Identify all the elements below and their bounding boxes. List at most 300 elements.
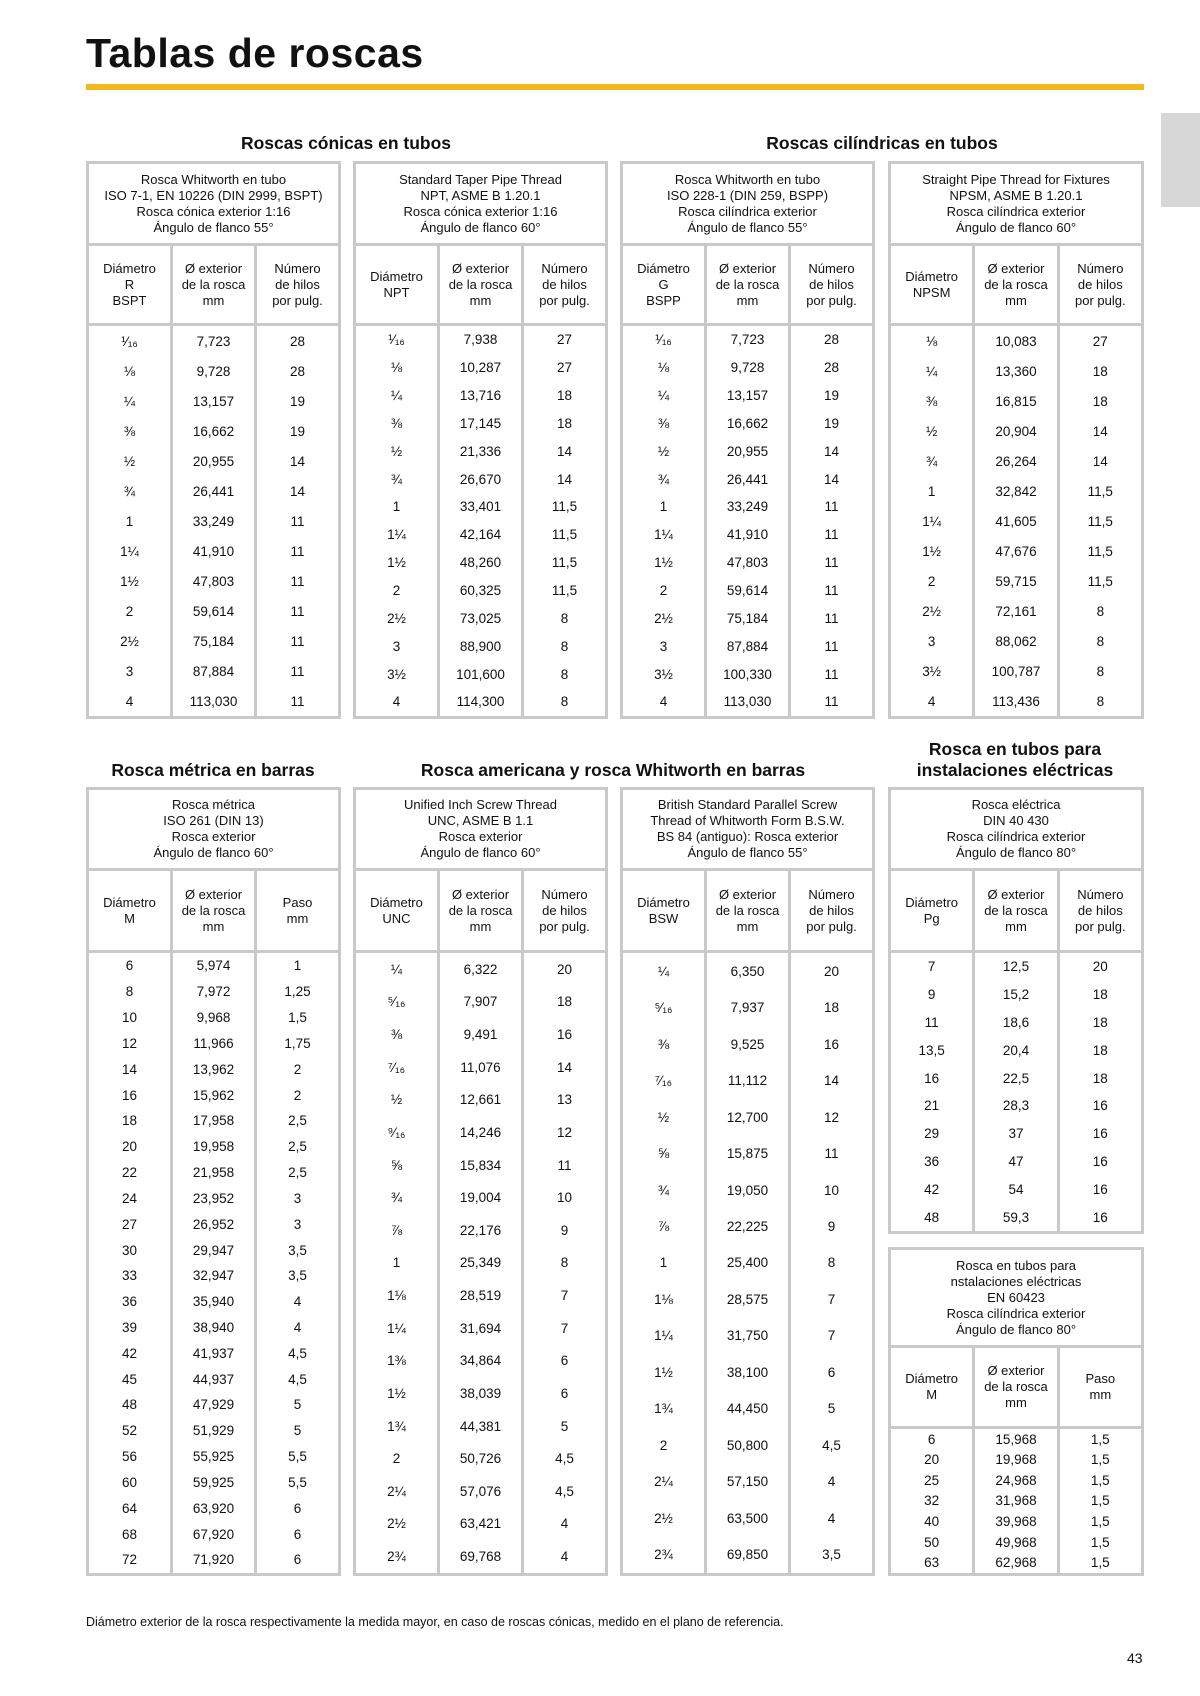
table-cell: 9,728: [730, 360, 765, 376]
column-header-line: de la rosca: [715, 276, 780, 292]
table-cell: 22: [121, 1165, 138, 1181]
table-cell: 19: [289, 423, 306, 439]
column-header-line: Pg: [923, 910, 940, 926]
table-cell: 11,5: [1087, 513, 1113, 529]
table-cell: 11: [290, 693, 305, 709]
table-cell: 16: [1092, 1126, 1108, 1142]
table-cell: 7: [927, 959, 936, 975]
column-headers: [891, 871, 1141, 953]
table-body: [89, 953, 338, 1573]
table-cell: 31,694: [459, 1320, 502, 1336]
table-cell: 12: [823, 1109, 840, 1125]
table-cell: 14: [556, 443, 573, 459]
table-cell: 33,249: [192, 513, 235, 529]
table-cell: ⁹⁄₁₆: [387, 1124, 406, 1140]
table-cell: 6: [827, 1364, 836, 1380]
column-header: [1057, 1348, 1141, 1426]
table-cell: 25: [924, 1472, 940, 1488]
column-header-line: Diámetro: [103, 894, 156, 910]
table-cell: 25,349: [459, 1255, 502, 1271]
table-cell: 59,614: [726, 583, 769, 599]
table-cell: 57,150: [726, 1474, 769, 1490]
table-body: [356, 326, 605, 716]
table-cell: 6: [560, 1385, 569, 1401]
table-cell: 16: [924, 1070, 940, 1086]
table-column: [521, 953, 605, 1573]
table-cell: 18: [121, 1113, 138, 1129]
table-cell: 22,225: [726, 1219, 769, 1235]
table-cell: 18: [556, 388, 573, 404]
column-header-line: Ø exterior: [987, 1363, 1045, 1378]
table-cell: 19,004: [459, 1190, 502, 1206]
table-cell: ⅜: [390, 1027, 403, 1043]
table-cell: 13,157: [192, 393, 235, 409]
table-cell: 14,246: [459, 1124, 502, 1140]
table-cell: 3: [659, 638, 668, 654]
table-cell: 1¼: [120, 543, 139, 559]
table-heading-line: Rosca exterior: [171, 829, 256, 844]
table-cell: 22,5: [1002, 1070, 1030, 1086]
table-cell: ¼: [390, 388, 403, 404]
section-title-americana: Rosca americana y rosca Whitworth en barras: [420, 760, 806, 780]
table-cell: 19,958: [192, 1139, 235, 1155]
table-cell: ½: [390, 1092, 403, 1108]
table-cell: 4: [392, 694, 401, 710]
table-cell: 13,716: [459, 388, 502, 404]
table-cell: 63,500: [726, 1510, 769, 1526]
table-cell: 19,050: [726, 1182, 769, 1198]
section-title-cilindricas: Roscas cilíndricas en tubos: [766, 133, 998, 153]
table-cell: ⁵⁄₁₆: [387, 994, 406, 1010]
column-header-line: Número: [808, 886, 855, 902]
title-rule: [86, 84, 1144, 90]
table-cell: 60,325: [459, 583, 502, 599]
table-cell: 73,025: [459, 610, 502, 626]
table-cell: 2½: [654, 610, 673, 626]
table-cell: 27: [556, 332, 573, 348]
table-cell: 4: [659, 694, 668, 710]
table-cell: 1⅛: [654, 1291, 673, 1307]
table-heading-line: NPSM, ASME B 1.20.1: [949, 187, 1083, 203]
table-cell: 42,164: [459, 527, 502, 543]
table-cell: 11: [290, 543, 305, 559]
table-cell: 4,5: [555, 1451, 574, 1467]
table-cell: 4: [125, 693, 134, 709]
table-cell: 7: [827, 1291, 836, 1307]
table-cell: 3: [125, 663, 134, 679]
table-cell: 87,884: [726, 638, 769, 654]
table-cell: 1½: [387, 555, 406, 571]
table-cell: 41,937: [192, 1345, 235, 1361]
table-cell: 11: [824, 555, 839, 571]
table-cell: 11: [290, 663, 305, 679]
table-cell: 1,5: [1090, 1514, 1110, 1530]
table-cell: 3: [392, 638, 401, 654]
table-cell: 4,5: [288, 1371, 307, 1387]
table-cell: 11,5: [551, 555, 578, 571]
table-cell: 20: [1092, 959, 1108, 975]
table-cell: 8: [560, 638, 569, 654]
table-cell: ⅛: [390, 360, 403, 376]
table-cell: 10: [556, 1190, 573, 1206]
column-header-line: de la rosca: [984, 1379, 1048, 1394]
column-header-line: mm: [469, 918, 492, 934]
column-header-line: M: [926, 1387, 938, 1402]
table-cell: 5,5: [288, 1449, 307, 1465]
table-cell: ½: [657, 443, 670, 459]
table-cell: 1⅛: [387, 1288, 406, 1304]
table-cell: 4,5: [822, 1437, 841, 1453]
table-cell: 1,5: [1090, 1431, 1110, 1447]
table-cell: 39: [121, 1320, 138, 1335]
column-header-line: Paso: [282, 894, 313, 910]
table-cell: 14: [823, 443, 840, 459]
table-cell: 1½: [387, 1385, 406, 1401]
table-cell: 14: [1092, 453, 1108, 469]
table-heading-line: Standard Taper Pipe Thread: [399, 171, 562, 187]
table-cell: 18: [556, 415, 573, 431]
table-heading-line: Unified Inch Screw Thread: [404, 797, 557, 812]
column-header-line: de hilos: [1077, 276, 1123, 292]
table-cell: 19: [823, 388, 840, 404]
table-column: [704, 953, 788, 1573]
table-cell: 1,5: [288, 1010, 307, 1026]
table-heading-line: EN 60423: [987, 1289, 1045, 1305]
table-cell: 11: [824, 1146, 839, 1162]
table-cell: 11: [824, 610, 839, 626]
table-cell: 9,728: [196, 363, 231, 379]
table-heading-line: Rosca cilíndrica exterior: [946, 829, 1086, 844]
column-headers: [356, 246, 605, 326]
table-cell: 3½: [654, 666, 673, 682]
column-header: [254, 871, 338, 950]
table-heading-line: Rosca eléctrica: [971, 797, 1061, 812]
table-cell: 47,803: [726, 555, 769, 571]
table-column: [89, 953, 170, 1573]
section-title-electricas: [886, 739, 1144, 781]
column-header-line: mm: [202, 918, 225, 934]
table-cell: ⁵⁄₁₆: [654, 1000, 673, 1016]
table-cell: 1,5: [1090, 1534, 1110, 1550]
table-cell: 14: [556, 471, 573, 487]
table-cell: 2,5: [288, 1113, 307, 1129]
thread-table: [620, 161, 875, 719]
section-title-conicas: Roscas cónicas en tubos: [240, 133, 452, 153]
table-cell: 12,5: [1002, 959, 1030, 975]
table-cell: 30: [121, 1242, 138, 1258]
column-header-line: Número: [274, 260, 321, 276]
table-cell: 2: [293, 1061, 302, 1077]
table-cell: 40: [924, 1514, 940, 1530]
table-cell: 6: [927, 1431, 936, 1447]
column-header-line: M: [124, 910, 135, 926]
table-cell: 1: [927, 483, 936, 499]
thread-table: [353, 787, 608, 1576]
table-cell: 7,972: [196, 984, 231, 1000]
table-cell: 41,910: [192, 543, 235, 559]
table-cell: 16: [1092, 1153, 1108, 1169]
table-cell: 1¾: [654, 1401, 673, 1417]
column-header-line: de la rosca: [715, 902, 780, 918]
table-cell: 18: [1092, 1070, 1108, 1086]
table-cell: 28: [823, 360, 840, 376]
table-cell: 1¼: [387, 1320, 406, 1336]
table-cell: ¹⁄₁₆: [388, 332, 405, 348]
column-header: [437, 871, 521, 950]
table-cell: 11: [824, 694, 839, 710]
table-heading-line: Ángulo de flanco 60°: [955, 219, 1077, 235]
column-headers: [623, 871, 872, 953]
table-heading-line: ISO 261 (DIN 13): [163, 813, 264, 828]
column-headers: [356, 871, 605, 953]
table-cell: 37: [1008, 1126, 1024, 1142]
table-cell: 4: [827, 1510, 836, 1526]
table-cell: ⁷⁄₁₆: [387, 1059, 406, 1075]
table-column: [1057, 1429, 1141, 1573]
table-cell: 20: [556, 961, 573, 977]
table-heading-line: Thread of Whitworth Form B.S.W.: [650, 813, 845, 828]
table-cell: 17,145: [459, 415, 502, 431]
table-heading: [356, 164, 605, 246]
table-cell: ¾: [390, 1190, 403, 1206]
column-header-line: Diámetro: [637, 894, 690, 910]
table-heading: [623, 164, 872, 246]
table-cell: 51,929: [192, 1423, 235, 1439]
column-header: [170, 871, 254, 950]
table-cell: 57,076: [459, 1483, 502, 1499]
table-cell: 13,360: [995, 363, 1037, 379]
table-cell: 2,5: [288, 1139, 307, 1155]
table-cell: 20,904: [995, 423, 1037, 439]
table-cell: 25,400: [726, 1255, 769, 1271]
table-cell: 15,875: [726, 1146, 769, 1162]
table-cell: 62,968: [995, 1555, 1037, 1571]
table-cell: 8: [1096, 693, 1105, 709]
table-cell: 63,421: [459, 1516, 502, 1532]
column-header-line: por pulg.: [272, 292, 323, 308]
table-cell: ⅞: [390, 1222, 403, 1238]
column-header: [788, 871, 872, 950]
table-cell: 33,249: [726, 499, 769, 515]
column-header-line: de la rosca: [448, 276, 513, 292]
table-cell: 14: [1092, 423, 1108, 439]
table-cell: 42: [924, 1181, 940, 1197]
thread-table: [620, 787, 875, 1576]
table-cell: 13: [556, 1092, 573, 1108]
table-cell: 42: [121, 1345, 138, 1361]
table-cell: 52: [121, 1423, 138, 1439]
table-body: [89, 326, 338, 716]
column-header-line: de la rosca: [181, 276, 246, 292]
table-cell: ¼: [657, 388, 670, 404]
column-header: [891, 871, 972, 950]
table-body: [891, 953, 1141, 1231]
table-cell: 5,5: [288, 1474, 307, 1490]
column-header-line: Diámetro: [370, 268, 423, 284]
table-cell: 55,925: [192, 1449, 235, 1465]
table-cell: 5: [827, 1401, 836, 1417]
table-cell: 75,184: [726, 610, 769, 626]
table-cell: 6: [560, 1353, 569, 1369]
table-cell: 100,330: [723, 666, 772, 682]
table-cell: 39,968: [995, 1514, 1037, 1530]
table-cell: 9: [927, 987, 936, 1003]
table-cell: 2: [392, 583, 401, 599]
table-cell: 7,723: [196, 333, 231, 349]
table-cell: 1: [125, 513, 134, 529]
table-heading-line: Rosca en tubos para: [956, 1257, 1076, 1273]
table-cell: 3,5: [288, 1268, 307, 1284]
table-body: [623, 326, 872, 716]
table-cell: 8: [1096, 633, 1105, 649]
table-cell: 7,938: [463, 332, 498, 348]
table-cell: 113,030: [723, 694, 772, 710]
table-cell: 28,575: [726, 1291, 769, 1307]
table-cell: 26,441: [192, 483, 235, 499]
table-column: [623, 326, 704, 716]
column-header: [1057, 871, 1141, 950]
table-cell: 56: [121, 1449, 138, 1465]
table-cell: ⅜: [390, 415, 403, 431]
table-heading-line: Ángulo de flanco 55°: [153, 219, 274, 235]
table-heading-line: Ángulo de flanco 80°: [955, 1321, 1077, 1337]
table-cell: 11,5: [551, 527, 578, 543]
table-column: [254, 326, 338, 716]
table-cell: 14: [289, 453, 306, 469]
table-cell: 8: [560, 1255, 569, 1271]
table-cell: 1½: [654, 1364, 673, 1380]
table-heading: [89, 790, 338, 871]
table-cell: 2¾: [654, 1547, 673, 1563]
table-column: [254, 953, 338, 1573]
table-cell: 9,525: [730, 1036, 765, 1052]
table-cell: 11: [290, 513, 305, 529]
table-cell: 20,4: [1002, 1042, 1030, 1058]
column-header: [1057, 246, 1141, 323]
table-cell: 20: [823, 963, 840, 979]
table-heading-line: British Standard Parallel Screw: [657, 797, 838, 812]
table-cell: 6: [125, 958, 134, 974]
table-cell: 7,723: [730, 332, 765, 348]
table-cell: 26,670: [459, 471, 502, 487]
column-header-line: mm: [1005, 1395, 1027, 1410]
table-cell: 28: [823, 332, 840, 348]
column-header-line: de hilos: [275, 276, 320, 292]
side-tab: [1161, 113, 1200, 207]
table-cell: 6: [293, 1552, 302, 1568]
column-header-line: Ø exterior: [718, 886, 777, 902]
column-header: [521, 246, 605, 323]
table-heading-line: Rosca cónica exterior 1:16: [403, 203, 558, 219]
table-cell: 3: [927, 633, 936, 649]
table-cell: 15,962: [192, 1087, 235, 1103]
table-cell: 27: [121, 1216, 138, 1232]
table-cell: 20: [121, 1139, 138, 1155]
table-cell: 63: [924, 1555, 940, 1571]
table-cell: 20,955: [192, 453, 235, 469]
table-cell: 12,661: [459, 1092, 502, 1108]
table-cell: 2: [293, 1087, 302, 1103]
table-cell: 1: [293, 958, 302, 974]
table-cell: 16: [121, 1087, 138, 1103]
table-body: [891, 1429, 1141, 1573]
table-cell: ¾: [390, 471, 403, 487]
table-heading-line: Rosca métrica: [171, 797, 256, 812]
table-cell: 54: [1008, 1181, 1024, 1197]
table-heading-line: Rosca Whitworth en tubo: [674, 171, 821, 187]
table-cell: 113,030: [189, 693, 238, 709]
table-heading: [891, 1250, 1141, 1348]
table-cell: 69,850: [726, 1547, 769, 1563]
table-cell: 28: [289, 363, 306, 379]
column-header-line: mm: [202, 292, 225, 308]
table-cell: 3,5: [822, 1547, 841, 1563]
thread-table: [888, 1247, 1144, 1576]
table-cell: 1¾: [387, 1418, 406, 1434]
table-cell: 4: [927, 693, 936, 709]
table-cell: 2½: [120, 633, 139, 649]
table-column: [1057, 326, 1141, 716]
table-cell: 3: [293, 1216, 302, 1232]
table-cell: 7: [560, 1320, 569, 1336]
table-cell: 10,083: [995, 333, 1037, 349]
table-cell: 12: [556, 1124, 573, 1140]
table-cell: 4: [560, 1549, 569, 1565]
table-cell: 11,966: [193, 1035, 234, 1051]
table-cell: 2¾: [387, 1549, 406, 1565]
table-cell: 2: [659, 583, 668, 599]
table-cell: 28,3: [1002, 1098, 1030, 1114]
table-cell: 113,436: [992, 693, 1040, 709]
section-title-electricas-line2: instalaciones eléctricas: [916, 760, 1114, 780]
column-header-line: Número: [1077, 886, 1124, 902]
table-cell: 7,937: [730, 1000, 765, 1016]
table-cell: 44,381: [459, 1418, 502, 1434]
table-cell: 11,112: [727, 1073, 768, 1089]
table-cell: 114,300: [456, 694, 505, 710]
table-cell: 36: [924, 1153, 940, 1169]
table-cell: ⁷⁄₁₆: [654, 1073, 673, 1089]
table-cell: 8: [1096, 603, 1105, 619]
table-cell: 7,907: [463, 994, 498, 1010]
table-cell: 4: [560, 1516, 569, 1532]
table-cell: 18: [823, 1000, 840, 1016]
table-cell: 1,5: [1090, 1493, 1110, 1509]
table-cell: 60: [121, 1474, 138, 1490]
table-heading-line: UNC, ASME B 1.1: [427, 813, 534, 828]
table-cell: 15,834: [459, 1157, 502, 1173]
table-heading-line: Ángulo de flanco 60°: [420, 219, 541, 235]
table-cell: 16,662: [192, 423, 235, 439]
table-cell: 6: [293, 1526, 302, 1542]
table-cell: 32,842: [995, 483, 1037, 499]
table-cell: 14: [823, 471, 840, 487]
column-header: [170, 246, 254, 323]
table-cell: 11: [290, 633, 305, 649]
table-cell: 15,968: [995, 1431, 1037, 1447]
column-header: [972, 871, 1056, 950]
table-cell: 48: [121, 1397, 138, 1413]
table-cell: ¾: [657, 1182, 670, 1198]
table-cell: 4,5: [555, 1483, 574, 1499]
table-cell: ⅜: [123, 423, 136, 439]
table-heading-line: Rosca cilíndrica exterior: [946, 203, 1086, 219]
column-headers: [891, 1348, 1141, 1429]
table-cell: 1½: [922, 543, 942, 559]
footnote: Diámetro exterior de la rosca respectivamente la medida mayor, en caso de roscas cónicas, medido en el plano de referencia.: [86, 1615, 784, 1629]
column-headers: [89, 871, 338, 953]
column-header-line: por pulg.: [539, 292, 590, 308]
